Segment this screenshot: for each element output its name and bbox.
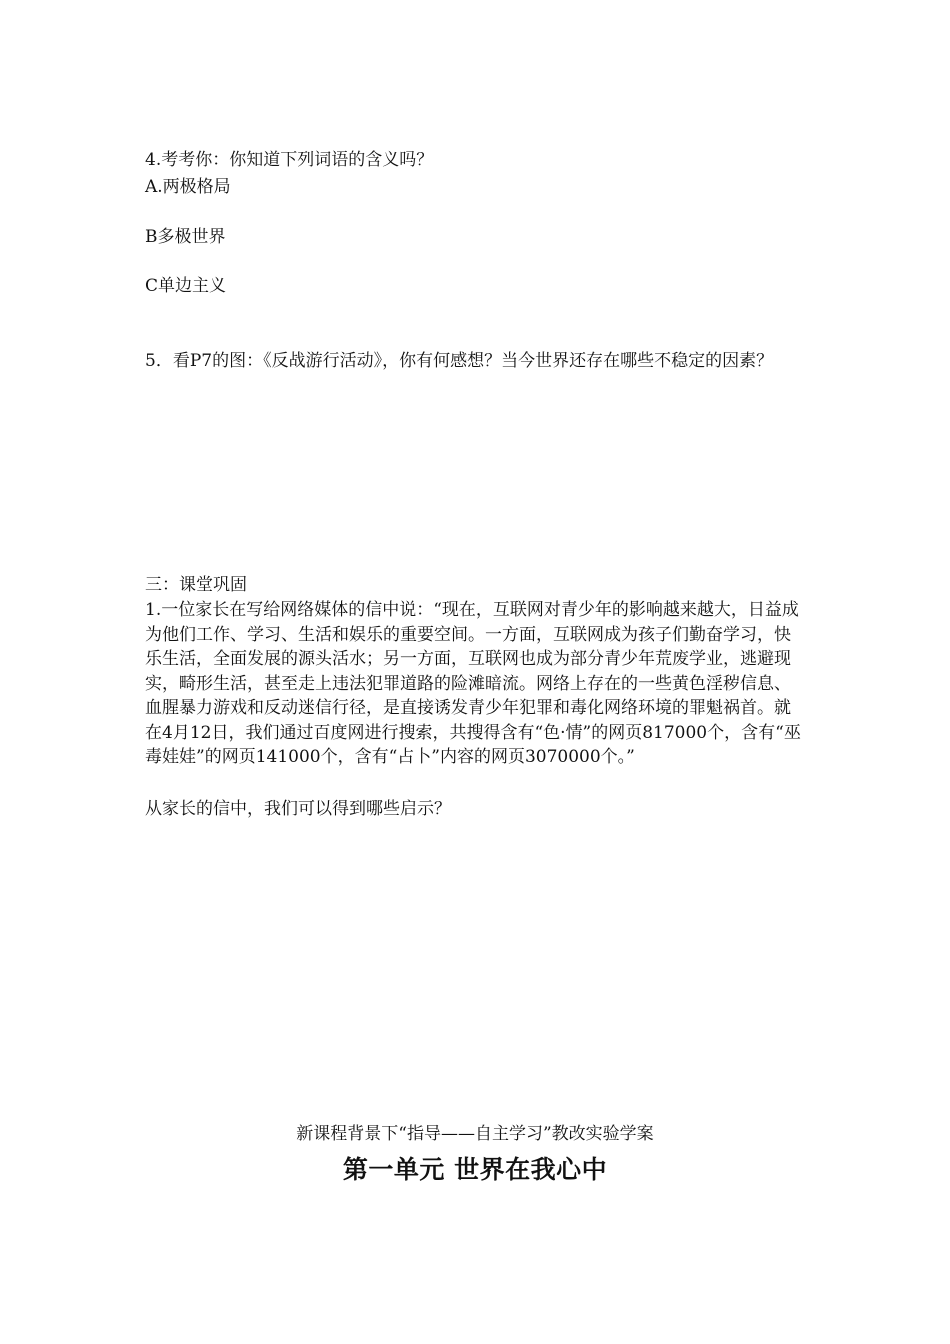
q4-option-a: A.两极格局 [145,177,231,197]
section3-q1-text: 1.一位家长在写给网络媒体的信中说：“现在，互联网对青少年的影响越来越大，日益成为他们工作、学习、生活和娱乐的重要空间。一方面，互联网成为孩子们勤奋学习，快乐生活，全面发展的源头活水；另一方面，互联网也成为部分青少年荒废学业，逃避现实，畸形生活，甚至走上违法犯罪道路的险滩暗流。网络上存在的一些黄色淫秽信息、血腥暴力游戏和反动迷信行径，是直接诱发青少年犯罪和毒化网络环境的罪魁祸首。就在4月12日，我们通过百度网进行搜索，共搜得含有“色·情”的网页817000个，含有“巫毒娃娃”的网页141000个，含有“占卜”内容的网页3070000个。” [145,600,801,767]
unit-title: 第一单元 世界在我心中 [342,1155,608,1184]
q4-option-b: B多极世界 [145,227,226,247]
footer-subtitle: 新课程背景下“指导——自主学习”教改实验学案 [296,1124,654,1144]
section3-q1-prompt: 从家长的信中，我们可以得到哪些启示？ [145,799,451,819]
q4-question: 4.考考你：你知道下列词语的含义吗？ [145,150,434,170]
q4-option-c: C单边主义 [145,276,227,296]
section3-heading: 三：课堂巩固 [145,575,247,595]
q5-text: 5．看P7的图：《反战游行活动》，你有何感想？当今世界还存在哪些不稳定的因素？ [145,351,774,371]
